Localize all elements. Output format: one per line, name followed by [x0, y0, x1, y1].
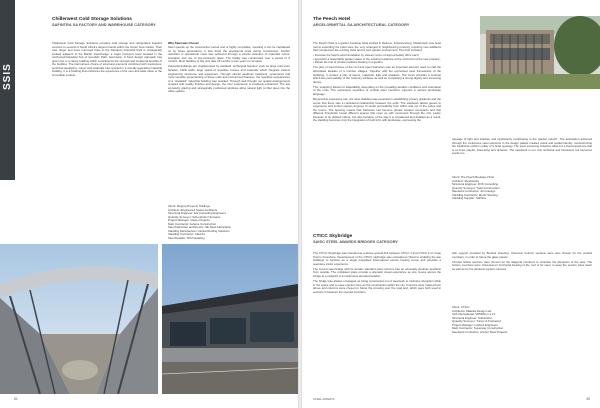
logo-strip	[0, 0, 15, 180]
credit-line: Structural Engineer: Sutherland	[452, 315, 492, 320]
credit-line: Structural Engineer: DG Consulting Engineers	[168, 211, 227, 216]
paragraph: passage of light and shadow, and significantly contributing to the ‘garden suburb’. The articulation achieved through the meticulous steel elements in the design palette created visual and spatial identity, reconstructing the traditional uniform outlay of a hotel typology. The steel screening solutions allow for a fluid experience that is at times playful, interesting and dynamic. The steelwork is not only technical and functional, but becomes poetic too.	[452, 138, 592, 156]
paragraph: This ‘wrapping’ allows for adaptability, depending on the prevailing weather conditions and orientation of the units. The expressive repetition of vertical steel members supports a various landscape language.	[313, 84, 441, 96]
bullet-item: • Apportion a reasonable garden space to the existing residence at the north limit of the new property;	[313, 56, 441, 61]
section-heading: Why Steel was Chosen	[168, 42, 199, 45]
project-credits	[452, 306, 592, 334]
left-page	[0, 0, 298, 408]
credit-line: Quantity Surveyor: Turner & Townsend	[452, 319, 501, 324]
paragraph: Steel speeds up the construction period and is highly recyclable, meaning it can be capitalised on by future generations. It also limits the operational costs during construction. Further reduction in operational costs was achieved through a careful selection of materials colour, insulation and use of low-emissivity glass. The facility was constructed over a period of 9 months. Most facilities of this size take 18 months to two years to complete.	[168, 45, 290, 64]
body-column-1	[52, 42, 162, 142]
credit-line: Client: The Peech Boutique Hotel	[452, 175, 494, 179]
paragraph: with support provided by Bondek sheeting. Universal Column sections were also chosen for the vertical members, in order to frame the glass panels.	[452, 252, 592, 259]
body-column-2	[452, 252, 592, 292]
footer-section-label: STEEL AWARDS	[313, 397, 335, 401]
building-photo-image	[162, 244, 298, 394]
right-page	[302, 0, 600, 408]
credit-line: Architects: Makeka Design Lab,	[452, 308, 492, 313]
page-number: 85	[586, 397, 590, 401]
article-title: Chillerwest Cold Storage Solutions	[52, 17, 132, 22]
skybridge-interior-photo	[0, 244, 158, 394]
credit-line: Steelwork Contractor: Anchor Steel Projects	[452, 329, 508, 334]
credit-line: Cladding Manufacturer: Global Roofing Solutions	[168, 228, 230, 233]
credit-line: Client: Ziegrop Property Holdings	[168, 204, 210, 208]
credit-line: Main Contractor: Superway Construction	[452, 326, 504, 331]
credit-line: Quantity Surveyor: Tuart Construction	[452, 185, 500, 190]
bridge-interior-image	[0, 244, 158, 394]
article-category: SAISC STEEL AWARDS BRIDGES CATEGORY	[313, 239, 398, 244]
paragraph: Circular hollow sections were chosen for the diagonal members to minimise the disruption of the view. The bottom members were Universal on horizontal bearing of the roof of for steel, to keep the section sizes down as well as for the identical support columns.	[452, 259, 592, 271]
paragraph: Industrial buildings are characterised by standard ‘archetypal features’ such as large cold store facades, blank walls, large spans of repetitive trusses and materials which integrate various engineering structures and equipment. Through careful aesthetic treatment, systemized and more sensible proportioning of these main and pronounced features, the repetitive appearances of a “standard” industrial building was avoided. Through well thought out spatial arrangements coupled with quality finishes and design, the user experience is positively enhanced. The low emissivity glazing and strategically positioned windows allow natural light to filter deep into the office spaces.	[168, 64, 290, 94]
article-title: The Peech Hotel	[313, 17, 351, 22]
credit-line: Project Manager: Capex Projects	[168, 218, 210, 223]
paragraph: The bridge was always envisaged as being constructed out of steelwork to minimise disruption while in the space and to ease erection time as the construction within the city. Columns were hoisted from above and columns were chosen to frame the crossing over the road and, which were both used in sections in between the erected members,	[313, 279, 441, 294]
paragraph: The play of steel frames of the roof and open balconies was an important element used to craft the articulated facades of a number villages. Together with the expressed steel frameworks of the buildings, it creates a play of layers, materials, light and shadows. The mesh provides a contrast which lets permeability of the masonry surfaces as well as completing a strong dignity and screening device.	[313, 65, 441, 84]
bullet-item: • Increase the hotel’s accommodation by sixteen rooms of approximately 40m² each;	[313, 53, 420, 58]
credit-line: Cladding Contractor: Monic Steeling	[452, 192, 498, 197]
page-number: 84	[14, 397, 18, 401]
paragraph: The curved steel bridge with its slender standard steel columns has an unusually dynamic aesthetic from outside. The undulated sides provide a dramatic visual experience as one moves across the bridge at a midpoint of a continuous elevated location.	[313, 266, 441, 278]
article-title: CTICC Skybridge	[313, 234, 353, 239]
credit-line: Quantity Surveyor: Scheurkofer Hermans	[168, 214, 220, 219]
project-credits	[452, 176, 592, 201]
project-credits	[168, 205, 294, 240]
credit-line: Cladding Supplier: Safintra	[452, 196, 486, 201]
body-column-1	[313, 252, 441, 390]
peech-hotel-photo	[480, 16, 600, 89]
paragraph: Beyond this expressive role, the steel cladding was essential in establishing privacy gradients and the sense that there was a considered relationship between the units. The steelwork allows guests to experience and control various degrees of visual permeability from within and out of the suites and the rooms. The layering means that balconies can become private outdoor courtyards and that different thresholds reveal different spaces that open up with movement through the unit. Lastly, because of its planted nature, but also because of the way it is considered and detailed as a result, the cladding becomes truly the integration of built form with landscape, expressing the	[313, 97, 441, 123]
article-category: ARCELORMITTAL SA ARCHITECTURAL CATEGORY	[313, 22, 410, 27]
credit-line: Project Manager: Lukhozi Engineers	[452, 322, 498, 327]
chillerwest-building-photo	[162, 244, 298, 394]
paragraph: Chillerwest Cold Storage Solutions provides cold storage and refrigerated logistics services to several of South Africa’s largest brands within the frozen food market. Their new, larger and more improved base in the Randport Industrial Park is strategically located adjacent to the Bardin interchange, a major transport route situated in the north-west/industrial hub of Goodwin Park, Germiston. A fresh design approach has given rise to a classy building which compliments the strength and locational benefits of the building. The harmonious choice of structural elements combined with meticulous, technical aesthetics, colour and materials has resulted in a visually appealing industrial building. It is a building that enhances the experience of the user and adds value to the immediate context.	[52, 42, 162, 77]
credit-line: Steel Detailer: KRU Detailing	[168, 235, 205, 240]
credit-line: SVA International, VDMMA in a JV	[452, 312, 496, 317]
paragraph: The Peech Hotel is a garden boutique hotel located in Melrose, Johannesburg. Modernistic new hotel rooms extending the hotel were the very arranged in neighbouring property, Inspiring new additions that complement the existing hotel and its lush garden environment. The brief included:	[313, 42, 441, 53]
credit-line: Structural Engineer: DVK Consulting	[452, 182, 498, 187]
credit-line: Architect: Engineered Space Architects	[168, 207, 218, 212]
credit-line: Steel Fabricator and Erector: SE Steel Fabrication	[168, 225, 232, 230]
credit-line: Architect: Meshworks	[452, 178, 480, 183]
credit-line: Cladding Contractor: Clad-Ke	[168, 232, 206, 237]
body-column-1	[313, 42, 441, 220]
hotel-photo-image	[480, 16, 600, 89]
article-category: SAFINTRA SA FACTORY AND WAREHOUSE CATEGORY	[52, 22, 156, 27]
body-column-2	[168, 42, 290, 202]
saisc-logo: SSIS	[2, 63, 13, 91]
credit-line: Steelwork Contractor: Juru Design	[452, 189, 496, 194]
paragraph: The CTICC Skybridge was intended as a above-ground link between CTICC 1 and CTICC 2 on Cape Town’s Foreshore. Development of the CTICC skybridge was considered critical in enabling the two buildings to function as a single integrated international events hosting venue and provides a seamless visitor experience.	[313, 252, 441, 266]
bullet-item: • Retain the feel of private pavilions floating in a garden.	[313, 60, 384, 65]
credit-line: Main Contractor: Ashane Construction	[168, 221, 217, 226]
body-column-2	[452, 138, 592, 172]
credit-line: Client: CTICC	[452, 305, 470, 309]
